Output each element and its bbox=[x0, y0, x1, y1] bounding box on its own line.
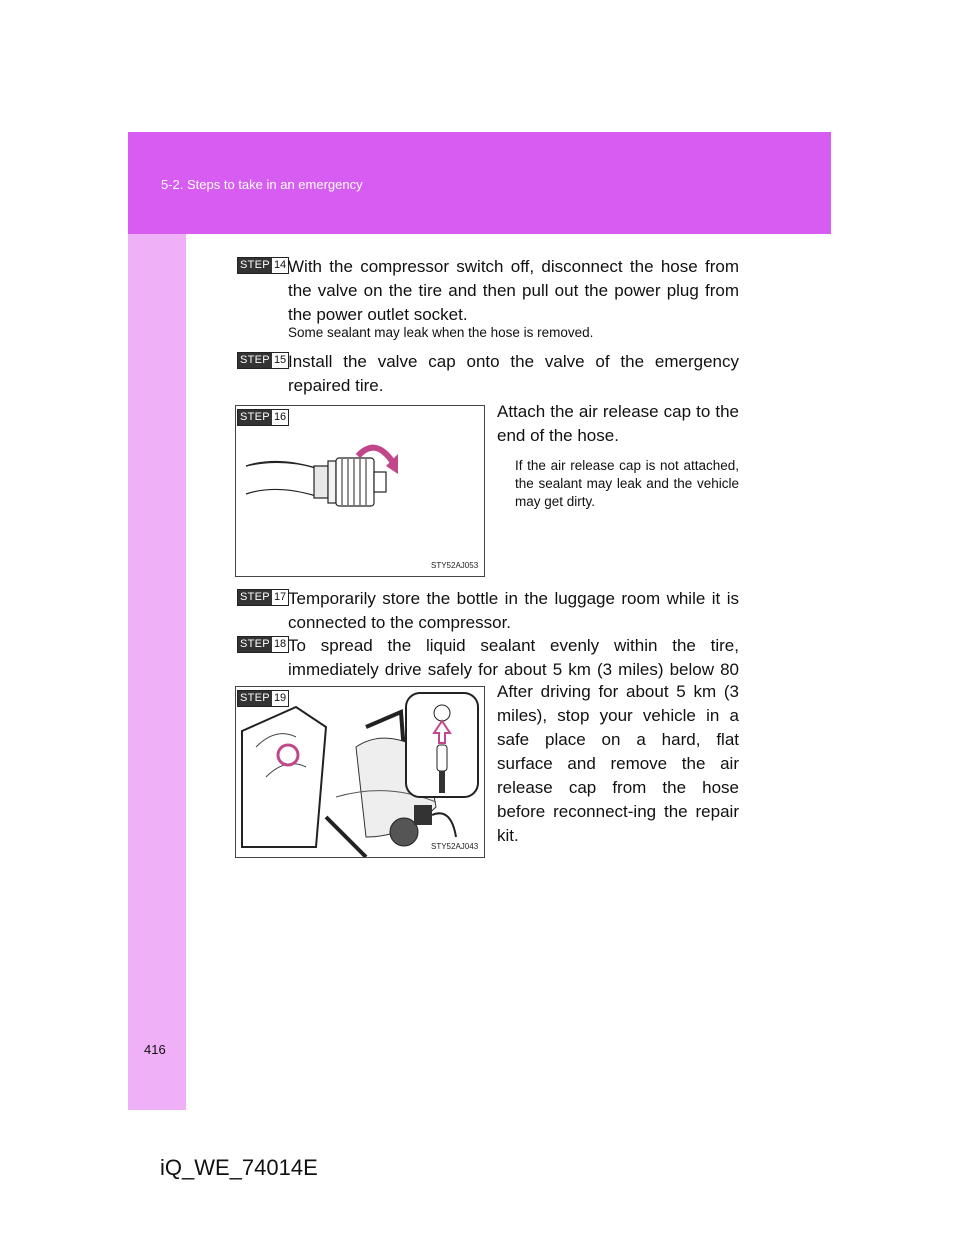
step-badge-word: STEP bbox=[240, 411, 270, 423]
step-15-text: Install the valve cap onto the valve of the emergency repaired tire. bbox=[288, 352, 739, 395]
step-badge-word: STEP bbox=[240, 354, 270, 366]
step-17-text: Temporarily store the bottle in the luggage room while it is connected to the compressor. bbox=[288, 589, 739, 632]
step-14-text: With the compressor switch off, disconnect the hose from the valve on the tire and then pull out the power plug from the power outlet socket. bbox=[288, 257, 739, 324]
side-band bbox=[128, 234, 186, 1110]
step-badge-17 bbox=[237, 589, 289, 606]
step-badge-number: 17 bbox=[273, 591, 287, 603]
step-badge-word: STEP bbox=[240, 692, 270, 704]
step-badge-word: STEP bbox=[240, 638, 270, 650]
step-badge-word: STEP bbox=[240, 591, 270, 603]
figure-code: STY52AJ053 bbox=[431, 561, 479, 570]
step-19-text: After driving for about 5 km (3 miles), stop your vehicle in a safe place on a hard, flat surface and remove the air release cap from the hose before reconnect-ing the repair kit. bbox=[497, 682, 739, 845]
step-badge-number: 16 bbox=[273, 411, 287, 423]
step-badge-18 bbox=[237, 636, 289, 653]
step-16-note: If the air release cap is not attached, the sealant may leak and the vehicle may get dirty. bbox=[515, 458, 739, 509]
step-badge-word: STEP bbox=[240, 259, 270, 271]
figure-code: STY52AJ043 bbox=[431, 842, 479, 851]
step-14-note: Some sealant may leak when the hose is removed. bbox=[288, 325, 594, 340]
step-badge-15 bbox=[237, 352, 289, 369]
hose-cap-illustration bbox=[236, 406, 484, 576]
step-badge-14 bbox=[237, 257, 289, 274]
step-badge-16 bbox=[237, 409, 289, 426]
figure-remove-cap bbox=[235, 686, 485, 858]
figure-air-release-cap bbox=[235, 405, 485, 577]
step-badge-number: 14 bbox=[273, 259, 287, 271]
step-badge-number: 19 bbox=[273, 692, 287, 704]
document-code: iQ_WE_74014E bbox=[160, 1155, 318, 1180]
step-16-text: Attach the air release cap to the end of the hose. bbox=[497, 402, 739, 445]
page-number: 416 bbox=[144, 1042, 166, 1057]
step-18-text: To spread the liquid sealant evenly within the tire, immediately drive safely for about 5 km (3 miles) below 80 bbox=[288, 636, 739, 679]
step-badge-number: 15 bbox=[273, 354, 287, 366]
step-badge-19 bbox=[237, 690, 289, 707]
section-title: 5-2. Steps to take in an emergency bbox=[161, 177, 363, 192]
step-badge-number: 18 bbox=[273, 638, 287, 650]
vehicle-repair-kit-illustration bbox=[236, 687, 484, 857]
